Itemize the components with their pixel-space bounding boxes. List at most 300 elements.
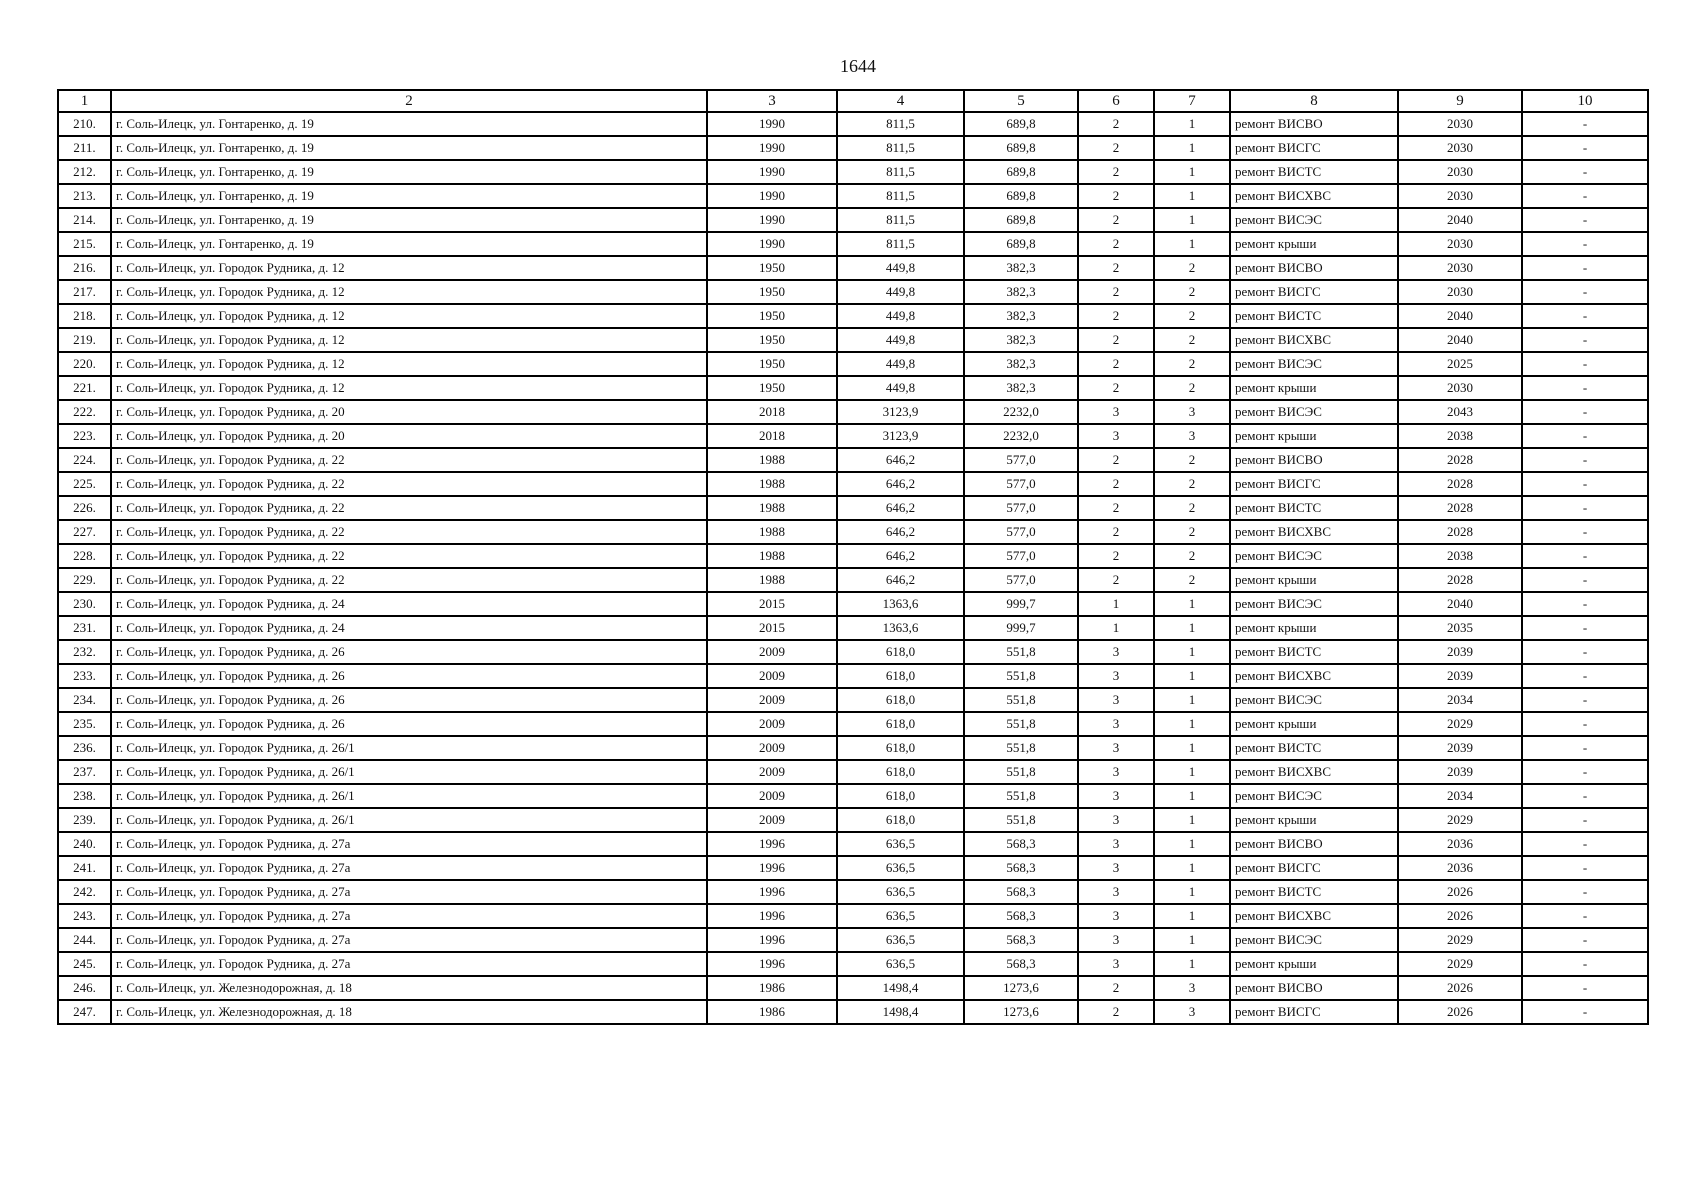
cell-entrances: 1 bbox=[1154, 952, 1230, 976]
cell-year-built: 1990 bbox=[707, 208, 837, 232]
cell-repair-type: ремонт ВИСХВС bbox=[1230, 664, 1398, 688]
cell-year-built: 2009 bbox=[707, 640, 837, 664]
cell-year-built: 1950 bbox=[707, 376, 837, 400]
cell-floors: 2 bbox=[1078, 256, 1154, 280]
column-header-6: 6 bbox=[1078, 90, 1154, 112]
cell-planned-year: 2030 bbox=[1398, 160, 1522, 184]
cell-floors: 3 bbox=[1078, 952, 1154, 976]
cell-entrances: 1 bbox=[1154, 136, 1230, 160]
cell-floors: 2 bbox=[1078, 136, 1154, 160]
cell-total-area: 1363,6 bbox=[837, 616, 964, 640]
cell-row-number: 238. bbox=[58, 784, 111, 808]
cell-living-area: 568,3 bbox=[964, 832, 1078, 856]
cell-floors: 3 bbox=[1078, 664, 1154, 688]
cell-living-area: 551,8 bbox=[964, 736, 1078, 760]
cell-total-area: 646,2 bbox=[837, 448, 964, 472]
cell-repair-type: ремонт ВИСВО bbox=[1230, 256, 1398, 280]
cell-entrances: 1 bbox=[1154, 184, 1230, 208]
cell-total-area: 811,5 bbox=[837, 208, 964, 232]
cell-address: г. Соль-Илецк, ул. Гонтаренко, д. 19 bbox=[111, 160, 707, 184]
cell-floors: 3 bbox=[1078, 928, 1154, 952]
cell-address: г. Соль-Илецк, ул. Гонтаренко, д. 19 bbox=[111, 112, 707, 136]
cell-year-built: 2009 bbox=[707, 760, 837, 784]
cell-living-area: 577,0 bbox=[964, 496, 1078, 520]
cell-living-area: 1273,6 bbox=[964, 976, 1078, 1000]
cell-total-area: 811,5 bbox=[837, 160, 964, 184]
cell-floors: 2 bbox=[1078, 544, 1154, 568]
cell-address: г. Соль-Илецк, ул. Городок Рудника, д. 20 bbox=[111, 424, 707, 448]
cell-repair-type: ремонт крыши bbox=[1230, 568, 1398, 592]
cell-row-number: 242. bbox=[58, 880, 111, 904]
cell-address: г. Соль-Илецк, ул. Гонтаренко, д. 19 bbox=[111, 208, 707, 232]
cell-total-area: 811,5 bbox=[837, 184, 964, 208]
page-number: 1644 bbox=[840, 56, 876, 76]
cell-entrances: 1 bbox=[1154, 760, 1230, 784]
cell-repair-type: ремонт ВИСТС bbox=[1230, 496, 1398, 520]
cell-repair-type: ремонт ВИСВО bbox=[1230, 112, 1398, 136]
cell-row-number: 215. bbox=[58, 232, 111, 256]
cell-note: - bbox=[1522, 112, 1648, 136]
table-row bbox=[58, 112, 1648, 136]
cell-address: г. Соль-Илецк, ул. Городок Рудника, д. 22 bbox=[111, 544, 707, 568]
table-row bbox=[58, 304, 1648, 328]
cell-address: г. Соль-Илецк, ул. Городок Рудника, д. 26 bbox=[111, 712, 707, 736]
cell-total-area: 811,5 bbox=[837, 136, 964, 160]
cell-note: - bbox=[1522, 952, 1648, 976]
cell-note: - bbox=[1522, 640, 1648, 664]
column-header-5: 5 bbox=[964, 90, 1078, 112]
cell-planned-year: 2025 bbox=[1398, 352, 1522, 376]
table-row bbox=[58, 376, 1648, 400]
cell-total-area: 449,8 bbox=[837, 304, 964, 328]
cell-entrances: 2 bbox=[1154, 472, 1230, 496]
table-row bbox=[58, 136, 1648, 160]
cell-row-number: 221. bbox=[58, 376, 111, 400]
cell-row-number: 227. bbox=[58, 520, 111, 544]
cell-entrances: 2 bbox=[1154, 352, 1230, 376]
cell-total-area: 646,2 bbox=[837, 544, 964, 568]
column-header-4: 4 bbox=[837, 90, 964, 112]
cell-year-built: 2009 bbox=[707, 736, 837, 760]
cell-repair-type: ремонт ВИСХВС bbox=[1230, 520, 1398, 544]
cell-row-number: 217. bbox=[58, 280, 111, 304]
cell-living-area: 999,7 bbox=[964, 616, 1078, 640]
table-row bbox=[58, 232, 1648, 256]
column-header-2: 2 bbox=[111, 90, 707, 112]
cell-address: г. Соль-Илецк, ул. Гонтаренко, д. 19 bbox=[111, 184, 707, 208]
cell-total-area: 636,5 bbox=[837, 928, 964, 952]
cell-floors: 3 bbox=[1078, 424, 1154, 448]
cell-note: - bbox=[1522, 784, 1648, 808]
cell-living-area: 382,3 bbox=[964, 328, 1078, 352]
cell-year-built: 1988 bbox=[707, 448, 837, 472]
table-row bbox=[58, 472, 1648, 496]
cell-planned-year: 2034 bbox=[1398, 688, 1522, 712]
cell-living-area: 551,8 bbox=[964, 808, 1078, 832]
cell-year-built: 1996 bbox=[707, 832, 837, 856]
cell-year-built: 1986 bbox=[707, 976, 837, 1000]
table-row bbox=[58, 952, 1648, 976]
cell-planned-year: 2026 bbox=[1398, 904, 1522, 928]
cell-living-area: 689,8 bbox=[964, 136, 1078, 160]
cell-repair-type: ремонт ВИСЭС bbox=[1230, 688, 1398, 712]
table-row bbox=[58, 712, 1648, 736]
cell-repair-type: ремонт ВИСТС bbox=[1230, 880, 1398, 904]
cell-address: г. Соль-Илецк, ул. Городок Рудника, д. 27а bbox=[111, 952, 707, 976]
column-header-3: 3 bbox=[707, 90, 837, 112]
cell-floors: 2 bbox=[1078, 520, 1154, 544]
cell-floors: 2 bbox=[1078, 208, 1154, 232]
column-header-7: 7 bbox=[1154, 90, 1230, 112]
cell-living-area: 551,8 bbox=[964, 760, 1078, 784]
cell-note: - bbox=[1522, 424, 1648, 448]
table-row bbox=[58, 880, 1648, 904]
cell-note: - bbox=[1522, 904, 1648, 928]
cell-year-built: 2009 bbox=[707, 808, 837, 832]
cell-row-number: 212. bbox=[58, 160, 111, 184]
table-row bbox=[58, 568, 1648, 592]
table-row bbox=[58, 592, 1648, 616]
cell-entrances: 1 bbox=[1154, 664, 1230, 688]
cell-planned-year: 2038 bbox=[1398, 544, 1522, 568]
cell-row-number: 237. bbox=[58, 760, 111, 784]
cell-total-area: 646,2 bbox=[837, 472, 964, 496]
cell-entrances: 2 bbox=[1154, 544, 1230, 568]
cell-row-number: 231. bbox=[58, 616, 111, 640]
cell-floors: 1 bbox=[1078, 592, 1154, 616]
cell-address: г. Соль-Илецк, ул. Гонтаренко, д. 19 bbox=[111, 232, 707, 256]
cell-total-area: 449,8 bbox=[837, 328, 964, 352]
cell-floors: 2 bbox=[1078, 1000, 1154, 1024]
cell-year-built: 1950 bbox=[707, 256, 837, 280]
cell-repair-type: ремонт ВИСГС bbox=[1230, 136, 1398, 160]
cell-note: - bbox=[1522, 544, 1648, 568]
cell-total-area: 636,5 bbox=[837, 904, 964, 928]
cell-floors: 3 bbox=[1078, 736, 1154, 760]
cell-repair-type: ремонт ВИСТС bbox=[1230, 304, 1398, 328]
cell-address: г. Соль-Илецк, ул. Городок Рудника, д. 12 bbox=[111, 376, 707, 400]
cell-repair-type: ремонт крыши bbox=[1230, 424, 1398, 448]
cell-planned-year: 2034 bbox=[1398, 784, 1522, 808]
cell-floors: 2 bbox=[1078, 304, 1154, 328]
cell-year-built: 1996 bbox=[707, 856, 837, 880]
cell-repair-type: ремонт ВИСХВС bbox=[1230, 328, 1398, 352]
cell-year-built: 1950 bbox=[707, 352, 837, 376]
cell-address: г. Соль-Илецк, ул. Городок Рудника, д. 26/1 bbox=[111, 736, 707, 760]
cell-year-built: 2009 bbox=[707, 784, 837, 808]
cell-total-area: 646,2 bbox=[837, 520, 964, 544]
cell-planned-year: 2038 bbox=[1398, 424, 1522, 448]
table-row bbox=[58, 520, 1648, 544]
cell-row-number: 213. bbox=[58, 184, 111, 208]
cell-floors: 2 bbox=[1078, 448, 1154, 472]
table-row bbox=[58, 1000, 1648, 1024]
cell-address: г. Соль-Илецк, ул. Железнодорожная, д. 18 bbox=[111, 1000, 707, 1024]
cell-address: г. Соль-Илецк, ул. Городок Рудника, д. 26 bbox=[111, 664, 707, 688]
cell-total-area: 811,5 bbox=[837, 112, 964, 136]
table-row bbox=[58, 160, 1648, 184]
cell-year-built: 1950 bbox=[707, 328, 837, 352]
cell-floors: 3 bbox=[1078, 712, 1154, 736]
table-row bbox=[58, 904, 1648, 928]
cell-entrances: 2 bbox=[1154, 448, 1230, 472]
cell-total-area: 1498,4 bbox=[837, 1000, 964, 1024]
cell-year-built: 1988 bbox=[707, 496, 837, 520]
cell-floors: 3 bbox=[1078, 832, 1154, 856]
cell-planned-year: 2028 bbox=[1398, 472, 1522, 496]
cell-total-area: 618,0 bbox=[837, 688, 964, 712]
cell-note: - bbox=[1522, 208, 1648, 232]
cell-floors: 1 bbox=[1078, 616, 1154, 640]
cell-row-number: 244. bbox=[58, 928, 111, 952]
cell-living-area: 382,3 bbox=[964, 376, 1078, 400]
cell-total-area: 646,2 bbox=[837, 568, 964, 592]
table-row bbox=[58, 280, 1648, 304]
cell-planned-year: 2035 bbox=[1398, 616, 1522, 640]
cell-planned-year: 2030 bbox=[1398, 112, 1522, 136]
cell-planned-year: 2029 bbox=[1398, 808, 1522, 832]
table-row bbox=[58, 664, 1648, 688]
cell-total-area: 646,2 bbox=[837, 496, 964, 520]
cell-planned-year: 2029 bbox=[1398, 712, 1522, 736]
cell-row-number: 241. bbox=[58, 856, 111, 880]
cell-year-built: 1990 bbox=[707, 184, 837, 208]
cell-planned-year: 2029 bbox=[1398, 928, 1522, 952]
cell-year-built: 1950 bbox=[707, 304, 837, 328]
cell-total-area: 618,0 bbox=[837, 664, 964, 688]
cell-repair-type: ремонт ВИСВО bbox=[1230, 832, 1398, 856]
cell-address: г. Соль-Илецк, ул. Городок Рудника, д. 12 bbox=[111, 304, 707, 328]
cell-total-area: 3123,9 bbox=[837, 424, 964, 448]
cell-floors: 3 bbox=[1078, 880, 1154, 904]
cell-living-area: 577,0 bbox=[964, 520, 1078, 544]
cell-planned-year: 2026 bbox=[1398, 880, 1522, 904]
cell-floors: 2 bbox=[1078, 376, 1154, 400]
cell-living-area: 568,3 bbox=[964, 856, 1078, 880]
cell-floors: 2 bbox=[1078, 232, 1154, 256]
table-row bbox=[58, 208, 1648, 232]
cell-address: г. Соль-Илецк, ул. Городок Рудника, д. 27а bbox=[111, 928, 707, 952]
cell-row-number: 214. bbox=[58, 208, 111, 232]
cell-year-built: 2015 bbox=[707, 592, 837, 616]
cell-living-area: 689,8 bbox=[964, 184, 1078, 208]
cell-note: - bbox=[1522, 1000, 1648, 1024]
cell-floors: 3 bbox=[1078, 904, 1154, 928]
cell-total-area: 449,8 bbox=[837, 256, 964, 280]
cell-entrances: 3 bbox=[1154, 1000, 1230, 1024]
cell-row-number: 243. bbox=[58, 904, 111, 928]
cell-total-area: 1498,4 bbox=[837, 976, 964, 1000]
cell-year-built: 1988 bbox=[707, 520, 837, 544]
cell-year-built: 1996 bbox=[707, 952, 837, 976]
cell-living-area: 551,8 bbox=[964, 640, 1078, 664]
cell-total-area: 636,5 bbox=[837, 952, 964, 976]
table-row bbox=[58, 976, 1648, 1000]
cell-note: - bbox=[1522, 352, 1648, 376]
cell-living-area: 689,8 bbox=[964, 232, 1078, 256]
cell-entrances: 2 bbox=[1154, 496, 1230, 520]
cell-row-number: 246. bbox=[58, 976, 111, 1000]
cell-living-area: 551,8 bbox=[964, 784, 1078, 808]
cell-entrances: 1 bbox=[1154, 592, 1230, 616]
cell-living-area: 382,3 bbox=[964, 304, 1078, 328]
cell-repair-type: ремонт ВИСЭС bbox=[1230, 784, 1398, 808]
table-row bbox=[58, 328, 1648, 352]
cell-year-built: 1988 bbox=[707, 568, 837, 592]
cell-repair-type: ремонт ВИСХВС bbox=[1230, 904, 1398, 928]
table-row bbox=[58, 760, 1648, 784]
cell-total-area: 618,0 bbox=[837, 640, 964, 664]
cell-floors: 3 bbox=[1078, 784, 1154, 808]
cell-floors: 2 bbox=[1078, 472, 1154, 496]
cell-repair-type: ремонт ВИСГС bbox=[1230, 280, 1398, 304]
cell-floors: 2 bbox=[1078, 568, 1154, 592]
cell-address: г. Соль-Илецк, ул. Городок Рудника, д. 27а bbox=[111, 904, 707, 928]
cell-row-number: 236. bbox=[58, 736, 111, 760]
cell-note: - bbox=[1522, 856, 1648, 880]
cell-entrances: 1 bbox=[1154, 112, 1230, 136]
cell-planned-year: 2036 bbox=[1398, 832, 1522, 856]
cell-repair-type: ремонт ВИСЭС bbox=[1230, 400, 1398, 424]
cell-address: г. Соль-Илецк, ул. Городок Рудника, д. 12 bbox=[111, 328, 707, 352]
cell-address: г. Соль-Илецк, ул. Городок Рудника, д. 12 bbox=[111, 280, 707, 304]
cell-floors: 2 bbox=[1078, 976, 1154, 1000]
cell-planned-year: 2040 bbox=[1398, 304, 1522, 328]
cell-entrances: 2 bbox=[1154, 520, 1230, 544]
cell-address: г. Соль-Илецк, ул. Городок Рудника, д. 26 bbox=[111, 688, 707, 712]
cell-note: - bbox=[1522, 448, 1648, 472]
cell-year-built: 2009 bbox=[707, 664, 837, 688]
cell-address: г. Соль-Илецк, ул. Городок Рудника, д. 22 bbox=[111, 496, 707, 520]
cell-entrances: 1 bbox=[1154, 232, 1230, 256]
table-row bbox=[58, 856, 1648, 880]
cell-repair-type: ремонт крыши bbox=[1230, 616, 1398, 640]
cell-repair-type: ремонт крыши bbox=[1230, 952, 1398, 976]
cell-planned-year: 2039 bbox=[1398, 640, 1522, 664]
cell-floors: 3 bbox=[1078, 760, 1154, 784]
cell-row-number: 222. bbox=[58, 400, 111, 424]
cell-floors: 3 bbox=[1078, 400, 1154, 424]
cell-entrances: 3 bbox=[1154, 400, 1230, 424]
cell-year-built: 1996 bbox=[707, 928, 837, 952]
cell-total-area: 449,8 bbox=[837, 376, 964, 400]
cell-note: - bbox=[1522, 376, 1648, 400]
cell-note: - bbox=[1522, 712, 1648, 736]
cell-planned-year: 2028 bbox=[1398, 448, 1522, 472]
cell-repair-type: ремонт ВИСЭС bbox=[1230, 544, 1398, 568]
cell-year-built: 1988 bbox=[707, 472, 837, 496]
cell-living-area: 689,8 bbox=[964, 208, 1078, 232]
cell-note: - bbox=[1522, 232, 1648, 256]
cell-note: - bbox=[1522, 880, 1648, 904]
cell-living-area: 568,3 bbox=[964, 952, 1078, 976]
cell-address: г. Соль-Илецк, ул. Городок Рудника, д. 26/1 bbox=[111, 808, 707, 832]
cell-floors: 3 bbox=[1078, 640, 1154, 664]
cell-planned-year: 2026 bbox=[1398, 976, 1522, 1000]
cell-address: г. Соль-Илецк, ул. Городок Рудника, д. 22 bbox=[111, 568, 707, 592]
cell-repair-type: ремонт крыши bbox=[1230, 232, 1398, 256]
table-row bbox=[58, 928, 1648, 952]
cell-note: - bbox=[1522, 136, 1648, 160]
cell-row-number: 234. bbox=[58, 688, 111, 712]
cell-year-built: 1996 bbox=[707, 880, 837, 904]
cell-year-built: 1990 bbox=[707, 232, 837, 256]
cell-living-area: 689,8 bbox=[964, 160, 1078, 184]
cell-planned-year: 2039 bbox=[1398, 664, 1522, 688]
cell-year-built: 1988 bbox=[707, 544, 837, 568]
cell-row-number: 240. bbox=[58, 832, 111, 856]
table-row bbox=[58, 688, 1648, 712]
cell-note: - bbox=[1522, 976, 1648, 1000]
cell-planned-year: 2028 bbox=[1398, 520, 1522, 544]
cell-floors: 3 bbox=[1078, 856, 1154, 880]
cell-floors: 3 bbox=[1078, 688, 1154, 712]
table-row bbox=[58, 808, 1648, 832]
cell-year-built: 2009 bbox=[707, 712, 837, 736]
cell-living-area: 382,3 bbox=[964, 352, 1078, 376]
cell-repair-type: ремонт крыши bbox=[1230, 712, 1398, 736]
cell-living-area: 577,0 bbox=[964, 568, 1078, 592]
cell-row-number: 232. bbox=[58, 640, 111, 664]
cell-entrances: 2 bbox=[1154, 280, 1230, 304]
cell-planned-year: 2030 bbox=[1398, 376, 1522, 400]
cell-repair-type: ремонт ВИСГС bbox=[1230, 472, 1398, 496]
cell-living-area: 551,8 bbox=[964, 688, 1078, 712]
cell-living-area: 382,3 bbox=[964, 280, 1078, 304]
cell-address: г. Соль-Илецк, ул. Городок Рудника, д. 26/1 bbox=[111, 784, 707, 808]
cell-total-area: 618,0 bbox=[837, 760, 964, 784]
cell-planned-year: 2028 bbox=[1398, 568, 1522, 592]
cell-repair-type: ремонт ВИСТС bbox=[1230, 160, 1398, 184]
repair-schedule-table bbox=[57, 89, 1649, 1025]
cell-floors: 2 bbox=[1078, 160, 1154, 184]
cell-row-number: 226. bbox=[58, 496, 111, 520]
cell-year-built: 1950 bbox=[707, 280, 837, 304]
cell-note: - bbox=[1522, 280, 1648, 304]
cell-repair-type: ремонт ВИСЭС bbox=[1230, 592, 1398, 616]
cell-floors: 2 bbox=[1078, 352, 1154, 376]
cell-living-area: 382,3 bbox=[964, 256, 1078, 280]
cell-row-number: 211. bbox=[58, 136, 111, 160]
cell-entrances: 3 bbox=[1154, 976, 1230, 1000]
cell-row-number: 228. bbox=[58, 544, 111, 568]
cell-planned-year: 2040 bbox=[1398, 592, 1522, 616]
cell-total-area: 811,5 bbox=[837, 232, 964, 256]
table-row bbox=[58, 544, 1648, 568]
cell-note: - bbox=[1522, 256, 1648, 280]
table-row bbox=[58, 448, 1648, 472]
cell-year-built: 1990 bbox=[707, 112, 837, 136]
cell-row-number: 239. bbox=[58, 808, 111, 832]
cell-planned-year: 2040 bbox=[1398, 208, 1522, 232]
header-row bbox=[58, 90, 1648, 112]
cell-repair-type: ремонт крыши bbox=[1230, 808, 1398, 832]
cell-entrances: 2 bbox=[1154, 256, 1230, 280]
table-row bbox=[58, 832, 1648, 856]
cell-repair-type: ремонт ВИСВО bbox=[1230, 976, 1398, 1000]
cell-entrances: 1 bbox=[1154, 928, 1230, 952]
cell-entrances: 1 bbox=[1154, 616, 1230, 640]
column-header-8: 8 bbox=[1230, 90, 1398, 112]
cell-planned-year: 2030 bbox=[1398, 232, 1522, 256]
cell-note: - bbox=[1522, 760, 1648, 784]
cell-total-area: 636,5 bbox=[837, 856, 964, 880]
cell-planned-year: 2026 bbox=[1398, 1000, 1522, 1024]
cell-living-area: 551,8 bbox=[964, 712, 1078, 736]
cell-floors: 2 bbox=[1078, 496, 1154, 520]
cell-entrances: 1 bbox=[1154, 808, 1230, 832]
cell-living-area: 551,8 bbox=[964, 664, 1078, 688]
